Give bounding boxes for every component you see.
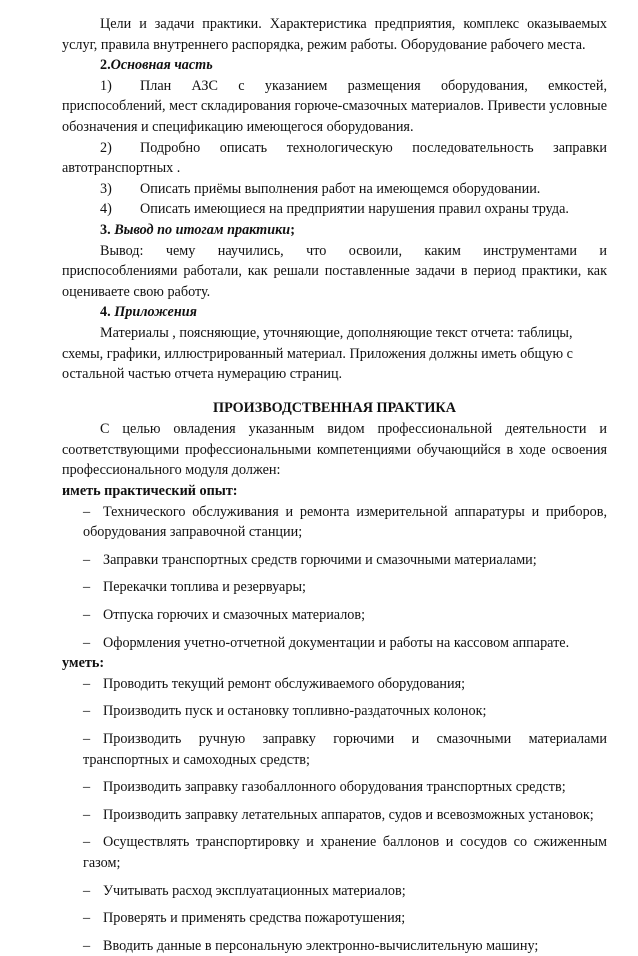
practice-intro: С целью овладения указанным видом профессиональной деятельности и соответствующими профессиональными компетенциями обучающийся в ходе освоения профессионального модуля должен: bbox=[62, 421, 607, 479]
appendix-line: Материалы , поясняющие, уточняющие, дополняющие текст отчета: таблицы, bbox=[100, 324, 573, 341]
experience-item: – Технического обслуживания и ремонта измерительной аппаратуры и приборов, оборудования заправочной станции; bbox=[83, 503, 607, 541]
dash-bullet: – bbox=[83, 551, 91, 568]
main-item-1-cont: приспособлений, мест складирования горюче-смазочных материалов. Привести условные обозначения и спецификацию имеющегося оборудования. bbox=[62, 98, 607, 135]
appendix-heading: 4. Приложения bbox=[100, 304, 197, 321]
dash-bullet: – bbox=[83, 579, 91, 596]
main-item-2-cont: автотранспортных . bbox=[62, 160, 181, 177]
skill-item: – Вводить данные в персональную электронно-вычислительную машину; bbox=[62, 936, 607, 956]
skill-item: – Учитывать расход эксплуатационных материалов; bbox=[62, 881, 607, 902]
conclusion-text: приспособлениями работали, как решали поставленные задачи в период практики, как оцениваете свою работу. bbox=[62, 263, 607, 300]
experience-item: – Перекачки топлива и резервуары; bbox=[62, 577, 607, 598]
dash-bullet: – bbox=[83, 937, 91, 954]
experience-label: иметь практический опыт: bbox=[62, 483, 238, 500]
conclusion-heading: 3. Вывод по итогам практики; bbox=[100, 221, 295, 238]
experience-item: – Оформления учетно-отчетной документации и работы на кассовом аппарате. bbox=[62, 633, 607, 654]
experience-item: – Заправки транспортных средств горючими и смазочными материалами; bbox=[62, 550, 607, 571]
main-item-2: 2) Подробно описать технологическую последовательность заправки bbox=[100, 139, 607, 156]
dash-bullet: – bbox=[83, 910, 91, 927]
dash-bullet: – bbox=[83, 503, 91, 520]
skill-item: – Проводить текущий ремонт обслуживаемого оборудования; bbox=[62, 674, 607, 695]
main-item-1: 1) План АЗС с указанием размещения оборудования, емкостей, bbox=[100, 77, 607, 94]
main-item-3: 3) Описать приёмы выполнения работ на имеющемся оборудовании. bbox=[100, 180, 541, 197]
main-heading: 2.Основная часть bbox=[100, 57, 213, 74]
experience-item: – Отпуска горючих и смазочных материалов; bbox=[62, 605, 607, 626]
appendix-text: схемы, графики, иллюстрированный материал. Приложения должны иметь общую с остальной частью отчета нумерацию страниц. bbox=[62, 345, 573, 383]
dash-bullet: – bbox=[83, 607, 91, 624]
intro-text: услуг, правила внутреннего распорядка, режим работы. Оборудование рабочего места. bbox=[62, 36, 586, 53]
dash-bullet: – bbox=[83, 703, 91, 720]
skill-item: – Производить ручную заправку горючими и смазочными материалами транспортных и самоходных средств; bbox=[83, 731, 607, 768]
dash-bullet: – bbox=[83, 834, 91, 851]
dash-bullet: – bbox=[83, 731, 91, 747]
practice-title: ПРОИЗВОДСТВЕННАЯ ПРАКТИКА bbox=[213, 399, 456, 416]
conclusion-line: Вывод: чему научились, что освоили, каким инструментами и bbox=[100, 242, 607, 259]
skill-item: – Проверять и применять средства пожаротушения; bbox=[62, 908, 607, 929]
skill-item: – Производить пуск и остановку топливно-раздаточных колонок; bbox=[62, 701, 607, 722]
main-item-4: 4) Описать имеющиеся на предприятии нарушения правил охраны труда. bbox=[100, 201, 569, 218]
dash-bullet: – bbox=[83, 779, 91, 796]
skills-label: уметь: bbox=[62, 655, 105, 672]
dash-bullet: – bbox=[83, 634, 91, 651]
dash-bullet: – bbox=[83, 882, 91, 899]
dash-bullet: – bbox=[83, 675, 91, 692]
dash-bullet: – bbox=[83, 806, 91, 823]
skill-item: – Осуществлять транспортировку и хранение баллонов и сосудов со сжиженным газом; bbox=[83, 834, 607, 871]
skill-item: – Производить заправку летательных аппаратов, судов и всевозможных установок; bbox=[62, 805, 607, 826]
intro-line: Цели и задачи практики. Характеристика предприятия, комплекс оказываемых bbox=[100, 16, 607, 32]
skill-item: – Производить заправку газобаллонного оборудования транспортных средств; bbox=[62, 777, 607, 798]
